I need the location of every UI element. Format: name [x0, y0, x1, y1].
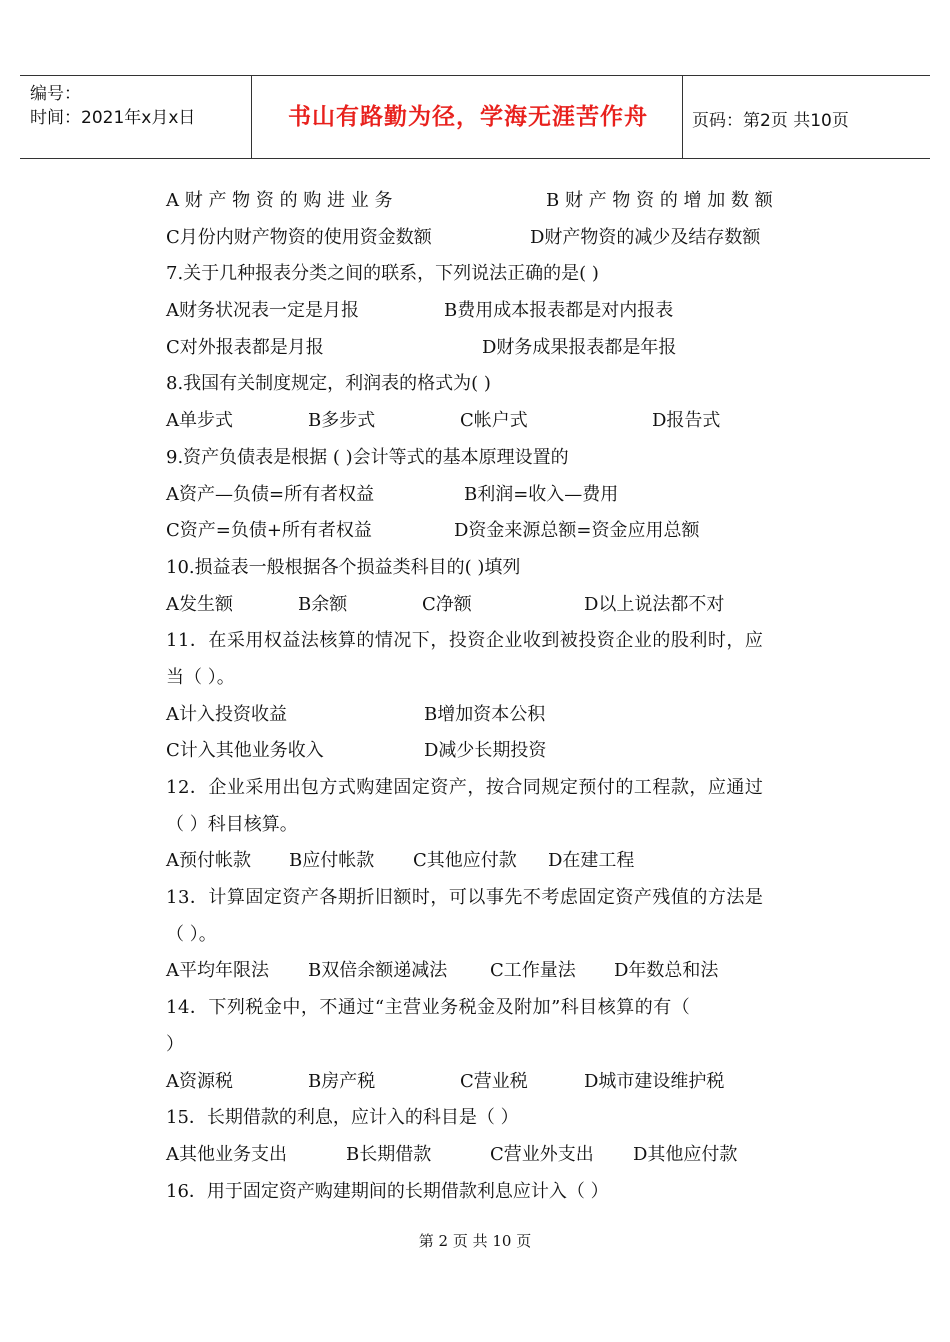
option-d: D报告式 [652, 410, 721, 432]
option-line [166, 330, 791, 367]
option-b: B多步式 [308, 410, 376, 432]
option-line [166, 843, 791, 880]
question-9: 9.资产负债表是根据 ( )会计等式的基本原理设置的 [166, 446, 569, 468]
question-14: 14．下列税金中，不通过“主营业务税金及附加”科目核算的有（ [166, 997, 691, 1019]
option-line [166, 477, 791, 514]
option-a: A预付帐款 [166, 850, 251, 872]
option-c: C营业外支出 [490, 1143, 594, 1165]
option-d: D在建工程 [548, 850, 635, 872]
header-motto: 书山有路勤为径，学海无涯苦作舟 [288, 104, 648, 130]
option-b: B利润=收入—费用 [464, 483, 619, 505]
option-c: C对外报表都是月报 [166, 336, 324, 358]
option-a: A 财 产 物 资 的 购 进 业 务 [166, 190, 393, 211]
option-line [166, 1137, 791, 1174]
time-label: 时间：2021年x月x日 [30, 108, 196, 128]
option-d: D减少长期投资 [424, 740, 547, 762]
option-line [166, 697, 791, 734]
option-a: A其他业务支出 [166, 1143, 287, 1165]
option-b: B应付帐款 [289, 850, 375, 872]
question-content [166, 183, 791, 1210]
question-12-cont: （ ）科目核算。 [166, 813, 298, 835]
question-14-cont: ） [166, 1033, 184, 1055]
option-a: A资产—负债=所有者权益 [166, 483, 375, 505]
option-line [166, 733, 791, 770]
option-b: B 财 产 物 资 的 增 加 数 额 [546, 190, 773, 211]
question-15: 15．长期借款的利息，应计入的科目是（ ） [166, 1107, 519, 1129]
option-line [166, 293, 791, 330]
option-b: B增加资本公积 [424, 703, 546, 725]
question-11: 11．在采用权益法核算的情况下，投资企业收到被投资企业的股利时，应 [166, 630, 764, 652]
option-c: C营业税 [460, 1070, 528, 1092]
option-c: C资产=负债+所有者权益 [166, 520, 372, 542]
option-d: D其他应付款 [633, 1143, 738, 1165]
option-c: C月份内财产物资的使用资金数额 [166, 226, 432, 248]
question-10: 10.损益表一般根据各个损益类科目的( )填列 [166, 556, 521, 578]
header-divider [682, 76, 683, 158]
option-line [166, 953, 791, 990]
question-16: 16．用于固定资产购建期间的长期借款利息应计入（ ） [166, 1180, 609, 1202]
page-info: 页码：第2页 共10页 [692, 111, 849, 131]
option-c: C计入其他业务收入 [166, 740, 324, 762]
option-c: C净额 [422, 593, 472, 615]
page-header [20, 75, 930, 159]
option-c: C其他应付款 [413, 850, 517, 872]
page-footer: 第 2 页 共 10 页 [418, 1232, 532, 1250]
option-line [166, 403, 791, 440]
option-line [166, 220, 791, 257]
option-a: A单步式 [166, 410, 233, 432]
option-d: D城市建设维护税 [584, 1070, 725, 1092]
option-d: D年数总和法 [614, 960, 719, 982]
option-line [166, 1064, 791, 1101]
question-8: 8.我国有关制度规定，利润表的格式为( ) [166, 373, 491, 395]
question-7: 7.关于几种报表分类之间的联系，下列说法正确的是( ) [166, 263, 599, 285]
option-d: D以上说法都不对 [584, 593, 725, 615]
question-13-cont: （ ）。 [166, 923, 217, 945]
option-a: A发生额 [166, 593, 233, 615]
option-d: D财产物资的减少及结存数额 [530, 226, 761, 248]
option-b: B长期借款 [346, 1143, 432, 1165]
option-line [166, 183, 791, 220]
option-line [166, 587, 791, 624]
question-12: 12．企业采用出包方式购建固定资产，按合同规定预付的工程款，应通过 [166, 777, 764, 798]
option-a: A计入投资收益 [166, 703, 287, 725]
option-line [166, 513, 791, 550]
option-d: D资金来源总额=资金应用总额 [454, 520, 700, 542]
option-d: D财务成果报表都是年报 [482, 336, 677, 358]
option-a: A资源税 [166, 1070, 233, 1092]
question-13: 13．计算固定资产各期折旧额时，可以事先不考虑固定资产残值的方法是 [166, 887, 764, 909]
option-b: B费用成本报表都是对内报表 [444, 300, 674, 322]
question-11-cont: 当（ ）。 [166, 666, 235, 688]
option-b: B双倍余额递减法 [308, 960, 448, 982]
option-b: B房产税 [308, 1070, 376, 1092]
option-a: A平均年限法 [166, 960, 269, 982]
option-c: C帐户式 [460, 410, 528, 432]
number-label: 编号： [30, 84, 81, 104]
option-b: B余额 [298, 593, 348, 615]
option-c: C工作量法 [490, 960, 576, 982]
header-meta [30, 82, 195, 130]
option-a: A财务状况表一定是月报 [166, 300, 359, 322]
